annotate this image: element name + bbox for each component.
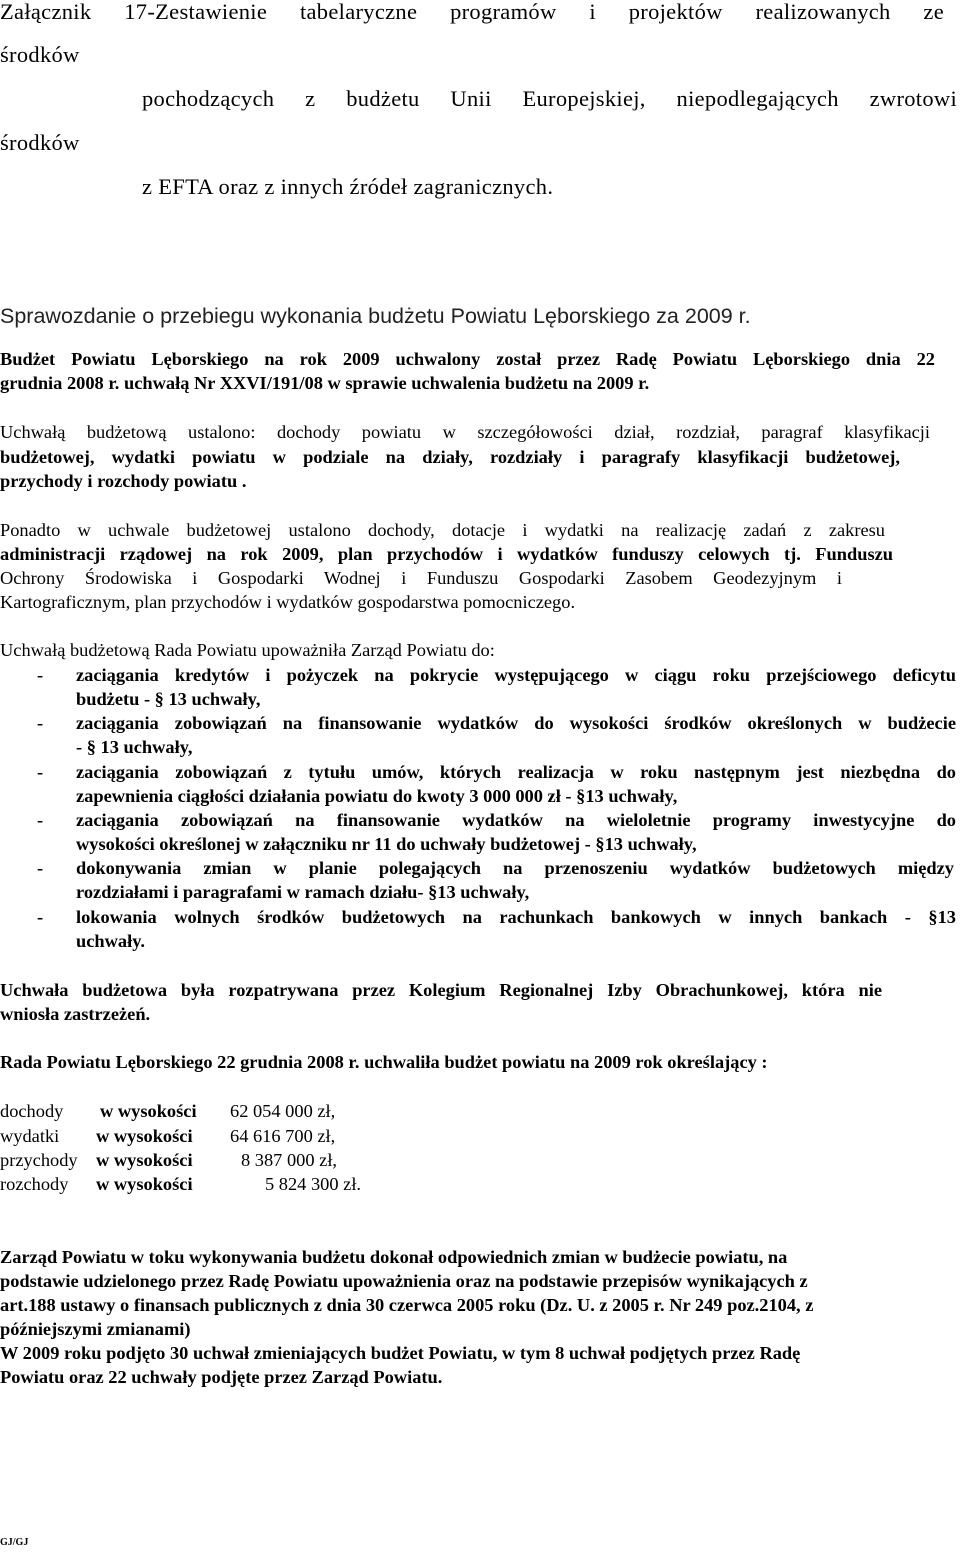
amount-value: 5 824 300 zł. xyxy=(265,1174,362,1194)
title-line-2: środków xyxy=(0,42,80,67)
title-line-1: Załącznik 17-Zestawienie tabelaryczne programów i projektów realizowanych ze xyxy=(0,0,944,24)
paragraph-2-line-1: Uchwałą budżetową ustalono: dochody powiatu w szczegółowości dział, rozdział, paragraf klasyfikacji xyxy=(0,422,930,442)
paragraph-7-line-3: art.188 ustawy o finansach publicznych z dnia 30 czerwca 2005 roku (Dz. U. z 2005 r. Nr 249 poz.2104, z xyxy=(0,1295,814,1315)
list-item-line-2: wysokości określonej w załączniku nr 11 do uchwały budżetowej - §13 uchwały, xyxy=(76,834,697,854)
list-item-line-2: zapewnienia ciągłości działania powiatu do kwoty 3 000 000 zł - §13 uchwały, xyxy=(76,786,678,806)
title-line-4: środków xyxy=(0,130,80,155)
amount-label: przychody xyxy=(0,1150,78,1170)
amount-label: wydatki xyxy=(0,1126,60,1146)
amount-label: dochody xyxy=(0,1101,64,1121)
list-item-line-2: rozdziałami i paragrafami w ramach działu- §13 uchwały, xyxy=(76,882,530,902)
list-item-line-1: lokowania wolnych środków budżetowych na rachunkach bankowych w innych bankach - §13 xyxy=(76,907,956,927)
list-item-line-1: zaciągania zobowiązań na finansowanie wydatków na wieloletnie programy inwestycyjne do xyxy=(76,810,956,830)
list-item-line-1: dokonywania zmian w planie polegających na przenoszeniu wydatków budżetowych między xyxy=(76,858,954,878)
amount-value: 8 387 000 zł, xyxy=(241,1150,338,1170)
paragraph-3-line-1: Ponadto w uchwale budżetowej ustalono dochody, dotacje i wydatki na realizację zadań z zakresu xyxy=(0,520,885,540)
paragraph-7-line-1: Zarząd Powiatu w toku wykonywania budżetu dokonał odpowiednich zmian w budżecie powiatu, na xyxy=(0,1247,788,1267)
paragraph-7-line-6: Powiatu oraz 22 uchwały podjęte przez Zarząd Powiatu. xyxy=(0,1367,443,1387)
list-dash: - xyxy=(37,858,44,878)
amount-qualifier: w wysokości xyxy=(96,1174,193,1194)
list-dash: - xyxy=(37,907,44,927)
paragraph-7-line-5: W 2009 roku podjęto 30 uchwał zmieniających budżet Powiatu, w tym 8 uchwał podjętych przez Radę xyxy=(0,1343,801,1363)
footer-initials: GJ/GJ xyxy=(0,1537,29,1548)
list-item-line-2: budżetu - § 13 uchwały, xyxy=(76,689,261,709)
list-item-line-1: zaciągania zobowiązań z tytułu umów, których realizacja w roku następnym jest niezbędna do xyxy=(76,762,956,782)
list-dash: - xyxy=(37,713,44,733)
paragraph-2-line-2: budżetowej, wydatki powiatu w podziale na działy, rozdziały i paragrafy klasyfikacji budżetowej, xyxy=(0,447,900,467)
amount-qualifier: w wysokości xyxy=(96,1150,193,1170)
list-item-line-1: zaciągania zobowiązań na finansowanie wydatków do wysokości środków określonych w budżecie xyxy=(76,713,956,733)
amount-qualifier: w wysokości xyxy=(96,1126,193,1146)
paragraph-7-line-4: późniejszymi zmianami) xyxy=(0,1319,191,1339)
list-dash: - xyxy=(37,762,44,782)
title-line-3: pochodzących z budżetu Unii Europejskiej, niepodlegających zwrotowi xyxy=(142,86,957,111)
paragraph-7-line-2: podstawie udzielonego przez Radę Powiatu upoważnienia oraz na podstawie przepisów wynikających z xyxy=(0,1271,808,1291)
paragraph-3-line-2: administracji rządowej na rok 2009, plan przychodów i wydatków funduszy celowych tj. Funduszu xyxy=(0,544,893,564)
paragraph-5-line-2: wniosła zastrzeżeń. xyxy=(0,1004,151,1024)
paragraph-1-line-1: Budżet Powiatu Lęborskiego na rok 2009 uchwalony został przez Radę Powiatu Lęborskiego dnia 22 xyxy=(0,349,935,369)
paragraph-3-line-3: Ochrony Środowiska i Gospodarki Wodnej i Funduszu Gospodarki Zasobem Geodezyjnym i xyxy=(0,568,842,588)
report-title: Sprawozdanie o przebiegu wykonania budżetu Powiatu Lęborskiego za 2009 r. xyxy=(0,304,751,328)
paragraph-5-line-1: Uchwała budżetowa była rozpatrywana przez Kolegium Regionalnej Izby Obrachunkowej, która nie xyxy=(0,980,882,1000)
paragraph-6: Rada Powiatu Lęborskiego 22 grudnia 2008 r. uchwaliła budżet powiatu na 2009 rok określający : xyxy=(0,1052,768,1072)
amount-value: 62 054 000 zł, xyxy=(230,1101,336,1121)
title-line-5: z EFTA oraz z innych źródeł zagranicznych. xyxy=(142,174,554,199)
amount-label: rozchody xyxy=(0,1174,69,1194)
amount-qualifier: w wysokości xyxy=(100,1101,197,1121)
paragraph-2-line-3: przychody i rozchody powiatu . xyxy=(0,471,247,491)
list-item-line-2: - § 13 uchwały, xyxy=(76,737,193,757)
amount-value: 64 616 700 zł, xyxy=(230,1126,336,1146)
list-item-line-1: zaciągania kredytów i pożyczek na pokrycie występującego w ciągu roku przejściowego deficytu xyxy=(76,665,956,685)
paragraph-4-intro: Uchwałą budżetową Rada Powiatu upoważniła Zarząd Powiatu do: xyxy=(0,640,495,660)
list-item-line-2: uchwały. xyxy=(76,931,145,951)
paragraph-3-line-4: Kartograficznym, plan przychodów i wydatków gospodarstwa pomocniczego. xyxy=(0,592,576,612)
list-dash: - xyxy=(37,665,44,685)
paragraph-1-line-2: grudnia 2008 r. uchwałą Nr XXVI/191/08 w sprawie uchwalenia budżetu na 2009 r. xyxy=(0,373,650,393)
list-dash: - xyxy=(37,810,44,830)
